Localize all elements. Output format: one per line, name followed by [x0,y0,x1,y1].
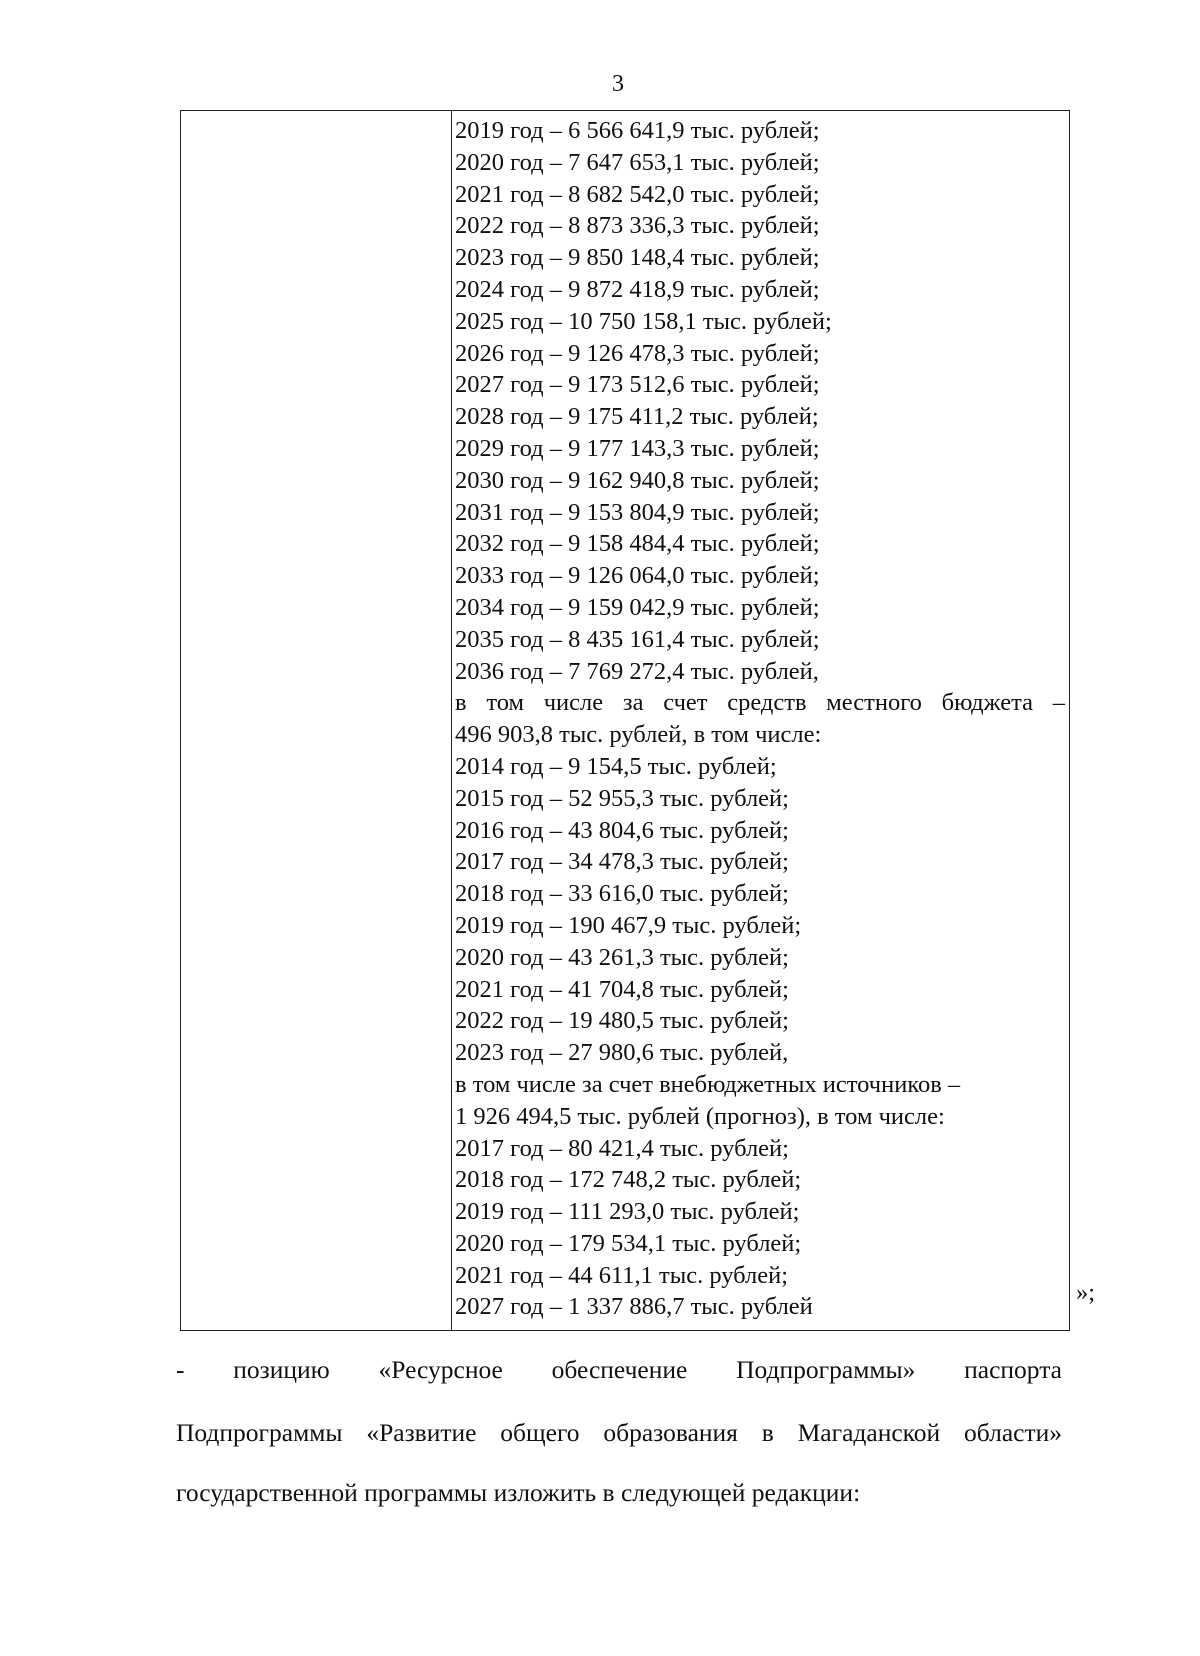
resource-line: 2030 год – 9 162 940,8 тыс. рублей; [455,466,820,494]
resource-line: 2015 год – 52 955,3 тыс. рублей; [455,784,789,812]
resource-line: 2014 год – 9 154,5 тыс. рублей; [455,752,777,780]
resource-line: 1 926 494,5 тыс. рублей (прогноз), в том числе: [455,1102,945,1130]
paragraph-line: Подпрограммы «Развитие общего образования в Магаданской области» [176,1418,1062,1447]
table-left-cell [181,111,452,1330]
resource-line: 2017 год – 80 421,4 тыс. рублей; [455,1134,789,1162]
resource-line: 2023 год – 9 850 148,4 тыс. рублей; [455,244,820,272]
resource-line: 2021 год – 44 611,1 тыс. рублей; [455,1261,789,1289]
resource-line: в том числе за счет средств местного бюджета – [455,689,1065,717]
resource-line: 2022 год – 19 480,5 тыс. рублей; [455,1007,789,1035]
resource-line: 2027 год – 9 173 512,6 тыс. рублей; [455,371,820,399]
resource-line: 2028 год – 9 175 411,2 тыс. рублей; [455,403,819,431]
resource-line: 2021 год – 8 682 542,0 тыс. рублей; [455,180,820,208]
resource-line: 2026 год – 9 126 478,3 тыс. рублей; [455,339,820,367]
resource-table [180,110,1070,1331]
resource-line: 2020 год – 179 534,1 тыс. рублей; [455,1229,802,1257]
resource-line: 2018 год – 33 616,0 тыс. рублей; [455,880,789,908]
resource-line: 2021 год – 41 704,8 тыс. рублей; [455,975,789,1003]
resource-line: 2019 год – 190 467,9 тыс. рублей; [455,911,802,939]
resource-line: в том числе за счет внебюджетных источников – [455,1070,961,1098]
resource-line: 2022 год – 8 873 336,3 тыс. рублей; [455,212,820,240]
resource-line: 2023 год – 27 980,6 тыс. рублей, [455,1039,789,1067]
resource-line: 2027 год – 1 337 886,7 тыс. рублей [455,1293,813,1321]
resource-line: 2019 год – 111 293,0 тыс. рублей; [455,1198,800,1226]
resource-line: 2024 год – 9 872 418,9 тыс. рублей; [455,275,820,303]
resource-line: 2019 год – 6 566 641,9 тыс. рублей; [455,117,820,144]
resource-line: 2018 год – 172 748,2 тыс. рублей; [455,1166,802,1194]
closing-quote: »; [1076,1279,1096,1306]
resource-line: 496 903,8 тыс. рублей, в том числе: [455,721,822,749]
resource-line: 2032 год – 9 158 484,4 тыс. рублей; [455,530,820,558]
paragraph-line: государственной программы изложить в следующей редакции: [176,1478,861,1507]
paragraph-line: - позицию «Ресурсное обеспечение Подпрограммы» паспорта [176,1355,1062,1384]
resource-line: 2033 год – 9 126 064,0 тыс. рублей; [455,562,820,590]
resource-line: 2020 год – 7 647 653,1 тыс. рублей; [455,148,820,176]
resource-line: 2025 год – 10 750 158,1 тыс. рублей; [455,307,832,335]
resource-line: 2036 год – 7 769 272,4 тыс. рублей, [455,657,819,685]
resource-line: 2031 год – 9 153 804,9 тыс. рублей; [455,498,820,526]
table-right-cell [453,115,1069,1323]
resource-line: 2029 год – 9 177 143,3 тыс. рублей; [455,434,820,462]
resource-line: 2035 год – 8 435 161,4 тыс. рублей; [455,625,820,653]
resource-line: 2016 год – 43 804,6 тыс. рублей; [455,816,789,844]
page-number: 3 [612,71,624,97]
resource-line: 2020 год – 43 261,3 тыс. рублей; [455,943,789,971]
resource-line: 2034 год – 9 159 042,9 тыс. рублей; [455,593,820,621]
resource-line: 2017 год – 34 478,3 тыс. рублей; [455,848,789,876]
